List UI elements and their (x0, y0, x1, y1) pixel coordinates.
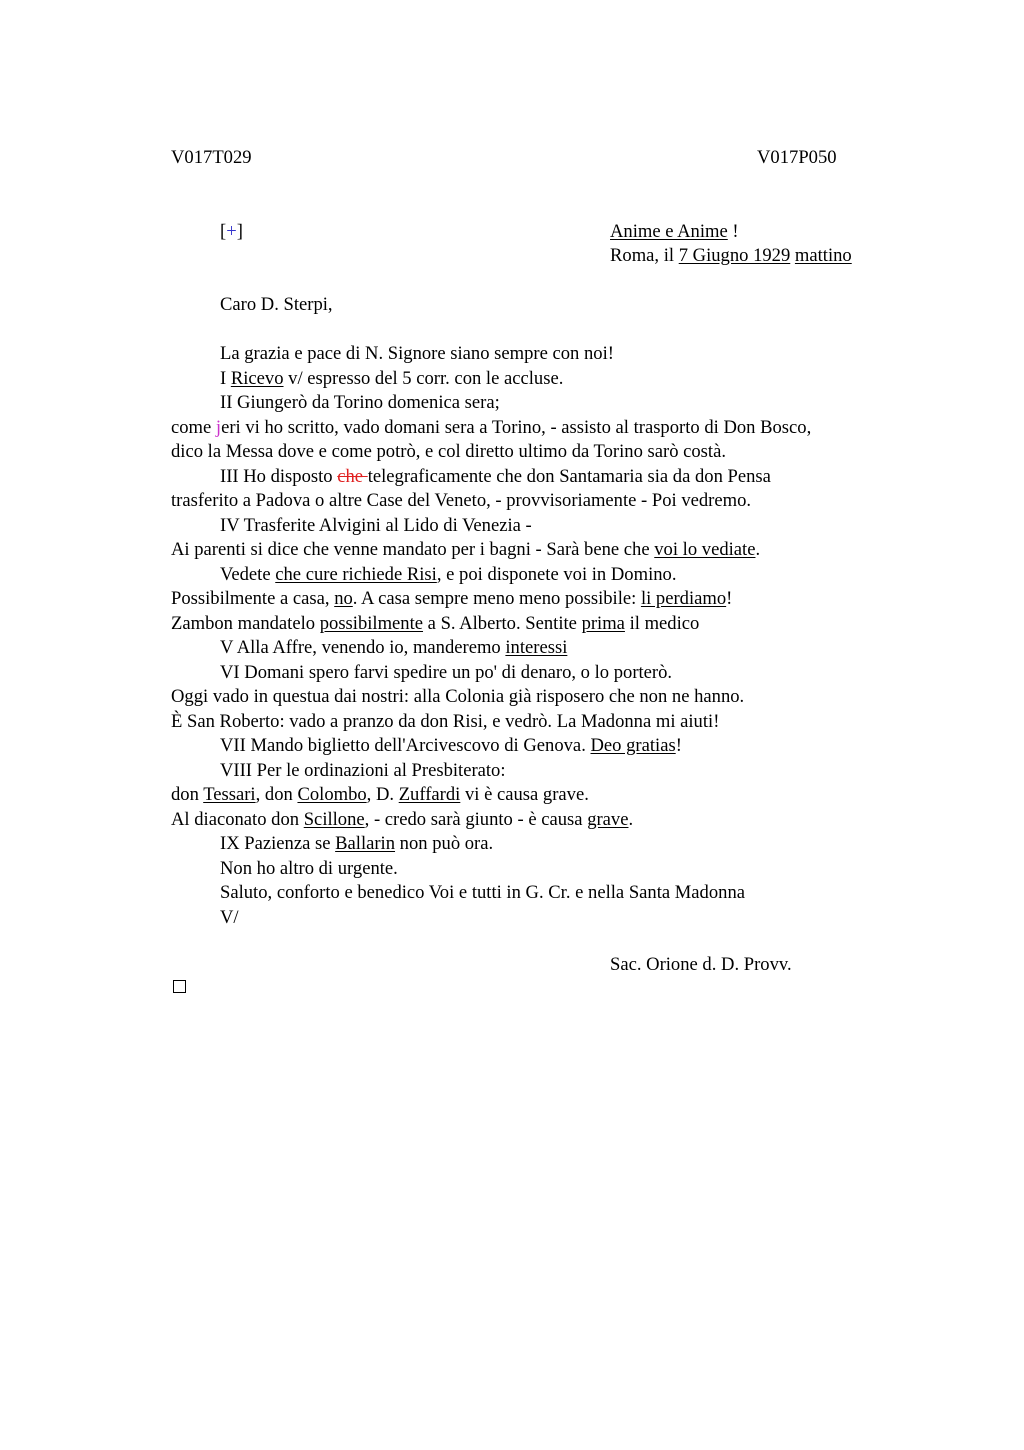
body-line (171, 367, 811, 392)
body-line: II Giungerò da Torino domenica sera; (220, 392, 500, 413)
text: il medico (624, 612, 700, 634)
bracket-close: ] (236, 221, 243, 242)
dateline (610, 244, 852, 268)
signature: Sac. Orione d. D. Provv. (610, 954, 792, 975)
text: . (628, 808, 634, 830)
body-line (171, 636, 811, 661)
body-line: trasferito a Padova o altre Case del Veneto, - provvisoriamente - Poi vedremo. (171, 490, 752, 511)
inserted-text: j (215, 416, 222, 438)
motto (610, 220, 739, 244)
document-code-right: V017P050 (757, 147, 837, 168)
body-line (171, 832, 811, 857)
underlined-text: Scillone (303, 808, 365, 830)
body-line: dico la Messa dove e come potrò, e col diretto ultimo da Torino sarò costà. (171, 441, 726, 462)
text: telegraficamente che don Santamaria sia da don Pensa (367, 465, 771, 487)
bracket-open: [ (220, 221, 227, 242)
underlined-text: grave (587, 808, 629, 830)
text: Zambon mandatelo (171, 612, 320, 634)
text: III Ho disposto (220, 465, 338, 487)
text: . (755, 539, 761, 560)
body-line: Oggi vado in questua dai nostri: alla Colonia già risposero che non ne hanno. (171, 686, 745, 707)
underlined-text: Tessari (203, 784, 256, 805)
body-line: VIII Per le ordinazioni al Presbiterato: (220, 759, 506, 781)
cross-mark (220, 220, 243, 244)
body-line (171, 465, 811, 490)
underlined-text: Ballarin (335, 833, 396, 854)
salutation: Caro D. Sterpi, (220, 294, 333, 315)
text: Vedete (220, 563, 276, 585)
letter-body (171, 342, 811, 930)
underlined-text: prima (581, 612, 625, 634)
text: VII Mando biglietto dell'Arcivescovo di Genova. (220, 735, 591, 756)
text: I (220, 367, 231, 389)
text: ! (726, 588, 733, 609)
text: . A casa sempre meno meno possibile: (352, 588, 641, 609)
text: Possibilmente a casa, (171, 588, 335, 609)
text: non può ora. (395, 833, 494, 854)
body-line (171, 808, 811, 833)
underlined-text: voi lo vediate (654, 539, 756, 560)
text: , D. (366, 784, 399, 805)
text: vi è causa grave. (460, 784, 589, 805)
text: Al diaconato don (171, 808, 304, 830)
underlined-text: no (334, 588, 353, 609)
underlined-text: che cure richiede Risi (275, 563, 437, 585)
time-of-day: mattino (794, 245, 852, 266)
underlined-text: possibilmente (319, 612, 424, 634)
text: a S. Alberto. Sentite (423, 612, 582, 634)
deleted-text: che (337, 465, 368, 487)
motto-text: Anime e Anime (610, 221, 728, 242)
body-line: VI Domani spero farvi spedire un po' di denaro, o lo porterò. (220, 661, 673, 683)
underlined-text: interessi (505, 637, 568, 658)
document-code-left: V017T029 (171, 147, 252, 168)
body-line: Saluto, conforto e benedico Voi e tutti in G. Cr. e nella Santa Madonna (220, 882, 745, 903)
body-line: La grazia e pace di N. Signore siano sempre con noi! (220, 343, 614, 364)
underlined-text: Colombo (297, 784, 367, 805)
motto-suffix: ! (727, 221, 739, 242)
body-line (171, 563, 811, 588)
underlined-text: Deo gratias (590, 735, 676, 756)
body-line (171, 612, 811, 637)
underlined-text: li perdiamo (640, 588, 727, 609)
underlined-text: Ricevo (230, 367, 284, 389)
body-line: È San Roberto: vado a pranzo da don Risi, e vedrò. La Madonna mi aiuti! (171, 710, 720, 732)
text: ! (675, 735, 682, 756)
date: 7 Giugno 1929 (678, 245, 791, 266)
cross-icon: + (226, 221, 237, 242)
body-line (171, 783, 811, 808)
body-line: IV Trasferite Alvigini al Lido di Venezia - (220, 514, 532, 536)
text: , don (255, 784, 298, 805)
text: Ai parenti si dice che venne mandato per i bagni - Sarà bene che (171, 539, 655, 560)
text: don (171, 784, 204, 805)
body-line (171, 587, 811, 612)
body-line: Non ho altro di urgente. (220, 857, 398, 879)
body-line (171, 416, 811, 441)
text: IX Pazienza se (220, 833, 336, 854)
text: V Alla Affre, venendo io, manderemo (220, 637, 506, 658)
end-of-document-square-icon (173, 980, 186, 993)
date-prefix: Roma, il (610, 245, 679, 266)
underlined-text: Zuffardi (398, 784, 461, 805)
text: v/ espresso del 5 corr. con le accluse. (283, 367, 564, 389)
body-line (171, 734, 811, 759)
text: , e poi disponete voi in Domino. (436, 563, 677, 585)
body-line (171, 538, 811, 563)
body-line: V/ (220, 906, 239, 928)
text: , - credo sarà giunto - è causa (364, 808, 588, 830)
text: eri vi ho scritto, vado domani sera a Torino, - assisto al trasporto di Don Bosco, (221, 416, 812, 438)
text: come (171, 416, 216, 438)
